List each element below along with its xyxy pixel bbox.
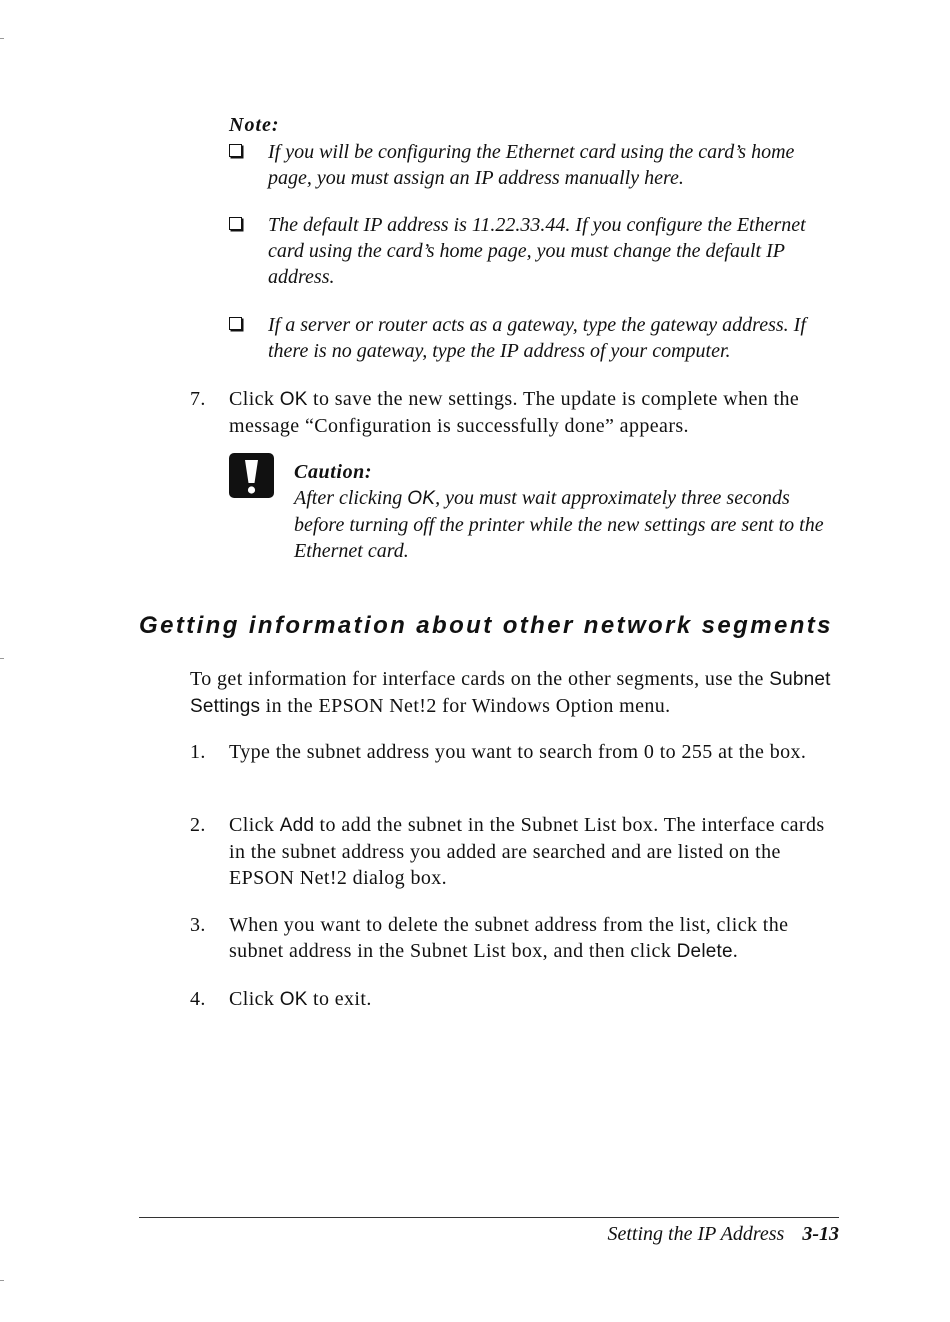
- checkbox-bullet-icon: [229, 217, 242, 230]
- ok-ui-label: OK: [407, 488, 436, 509]
- footer-rule: [139, 1217, 839, 1218]
- step-text-post: to add the subnet in the Subnet List box. The interface cards in the subnet address you added are searched and are listed on the EPSON Net!2 dialog box.: [229, 814, 825, 889]
- caution-text-pre: After clicking: [294, 487, 408, 509]
- note-item-text: If a server or router acts as a gateway, type the gateway address. If there is no gateway, type the IP address of your computer.: [268, 314, 806, 362]
- checkbox-bullet-icon: [229, 144, 242, 157]
- step-text: [229, 812, 840, 891]
- ok-ui-label: OK: [279, 389, 308, 410]
- step-number: 2.: [190, 814, 206, 836]
- note-label: Note:: [229, 114, 280, 136]
- caution-block: [294, 459, 844, 564]
- step-text: [229, 986, 840, 1013]
- intro-text-post: in the EPSON Net!2 for Windows Option menu.: [260, 695, 671, 717]
- caution-text-post: , you must wait approximately three seconds before turning off the printer while the new settings are sent to the Ethernet card.: [294, 487, 824, 562]
- page-number: 3-13: [802, 1223, 839, 1245]
- section-heading: Getting information about other network segments: [139, 612, 833, 639]
- subnet-settings-ui-label: Subnet Settings: [190, 669, 831, 717]
- note-item: [229, 312, 839, 364]
- step-text-post: .: [732, 940, 739, 962]
- step-text-pre: Click: [229, 814, 280, 836]
- step-text-pre: Click: [229, 988, 280, 1010]
- footer-title: Setting the IP Address: [607, 1223, 785, 1245]
- step-text: [229, 739, 840, 765]
- note-item-text: If you will be configuring the Ethernet card using the card’s home page, you must assign an IP address manually here.: [268, 141, 795, 189]
- step-text-post: to exit.: [307, 988, 372, 1010]
- step-text: [229, 386, 840, 439]
- note-item: [229, 139, 839, 191]
- delete-ui-label: Delete: [676, 941, 733, 962]
- section-intro: [190, 666, 840, 720]
- note-item-text: The default IP address is 11.22.33.44. If you configure the Ethernet card using the card’s home page, you must change the default IP address.: [268, 214, 806, 288]
- step-4: [190, 986, 840, 1013]
- margin-tick: [0, 1280, 4, 1281]
- step-number: 3.: [190, 914, 206, 936]
- page-footer: [607, 1223, 839, 1246]
- step-3: [190, 912, 840, 965]
- margin-tick: [0, 38, 4, 39]
- step-text-pre: Click: [229, 388, 280, 410]
- margin-tick: [0, 658, 4, 659]
- step-7: [190, 386, 840, 439]
- intro-text-pre: To get information for interface cards on the other segments, use the: [190, 668, 770, 690]
- step-number: 1.: [190, 741, 206, 763]
- step-number: 4.: [190, 988, 206, 1010]
- step-text-pre: When you want to delete the subnet address from the list, click the subnet address in the Subnet List box, and then click: [229, 914, 789, 962]
- step-text-post: to save the new settings. The update is complete when the message “Configuration is successfully done” appears.: [229, 388, 800, 437]
- exclamation-caution-icon: [229, 453, 274, 498]
- ok-ui-label: OK: [279, 989, 308, 1010]
- step-2: [190, 812, 840, 891]
- caution-label: Caution:: [294, 461, 373, 483]
- note-item: [229, 212, 839, 290]
- checkbox-bullet-icon: [229, 317, 242, 330]
- step-1: [190, 739, 840, 765]
- step-text: [229, 912, 840, 965]
- step-text-pre: Type the subnet address you want to search from 0 to 255 at the box.: [229, 741, 807, 763]
- add-ui-label: Add: [279, 815, 315, 836]
- step-number: 7.: [190, 388, 206, 410]
